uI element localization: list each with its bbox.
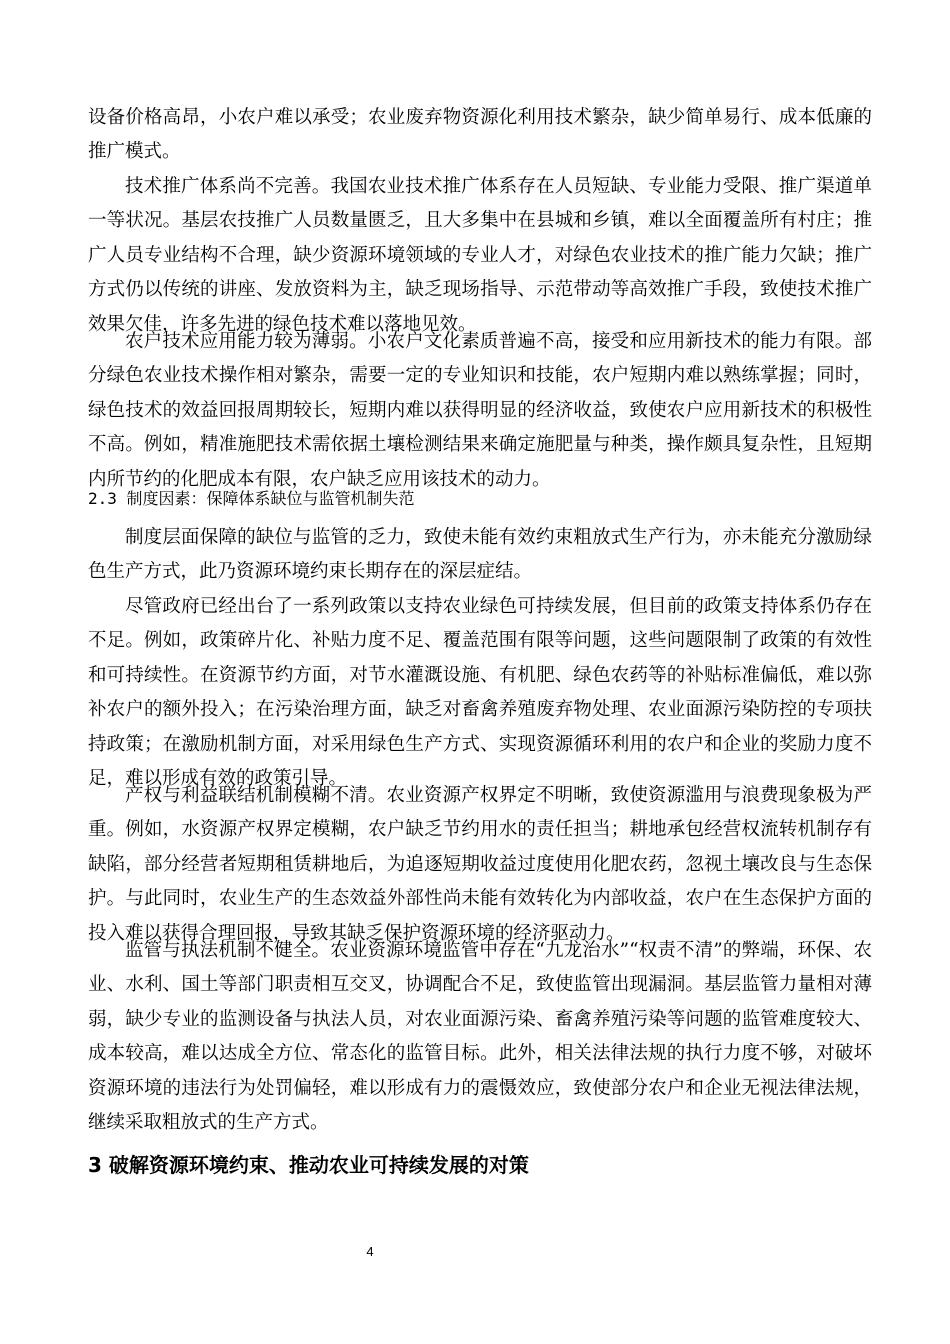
paragraph-tech-extension: 技术推广体系尚不完善。我国农业技术推广体系存在人员短缺、专业能力受限、推广渠道单一等状况。基层农技推广人员数量匮乏，且大多集中在县城和乡镇，难以全面覆盖所有村庄；推广人员专业结构不合理，缺少资源环境领域的专业人才，对绿色农业技术的推广能力欠缺；推广方式仍以传统的讲座、发放资料为主，缺乏现场指导、示范带动等高效推广手段，致使技术推广效果欠佳，许多先进的绿色技术难以落地见效。	[88, 176, 872, 335]
page-number: 4	[366, 1244, 374, 1259]
paragraph-farmer-capability: 农户技术应用能力较为薄弱。小农户文化素质普遍不高，接受和应用新技术的能力有限。部分绿色农业技术操作相对繁杂，需要一定的专业知识和技能，农户短期内难以熟练掌握；同时，绿色技术的效益回报周期较长，短期内难以获得明显的经济收益，致使农户应用新技术的积极性不高。例如，精准施肥技术需依据土壤检测结果来确定施肥量与种类，操作颇具复杂性，且短期内所节约的化肥成本有限，农户缺乏应用该技术的动力。	[88, 331, 872, 490]
paragraph-institutional-intro: 制度层面保障的缺位与监管的乏力，致使未能有效约束粗放式生产行为，亦未能充分激励绿色生产方式，此乃资源环境约束长期存在的深层症结。	[88, 527, 872, 583]
paragraph-supervision: 监管与执法机制不健全。农业资源环境监管中存在“九龙治水”“权责不清”的弊端，环保、农业、水利、国土等部门职责相互交叉，协调配合不足，致使监管出现漏洞。基层监管力量相对薄弱，缺少专业的监测设备与执法人员，对农业面源污染、畜禽养殖污染等问题的监管难度较大、成本较高，难以达成全方位、常态化的监管目标。此外，相关法律法规的执行力度不够，对破坏资源环境的违法行为处罚偏轻，难以形成有力的震慑效应，致使部分农户和企业无视法律法规，继续采取粗放式的生产方式。	[88, 940, 872, 1134]
subheading-institutional-factors: 2.3 制度因素：保障体系缺位与监管机制失范	[88, 489, 415, 508]
paragraph-policy-support: 尽管政府已经出台了一系列政策以支持农业绿色可持续发展，但目前的政策支持体系仍存在不足。例如，政策碎片化、补贴力度不足、覆盖范围有限等问题，这些问题限制了政策的有效性和可持续性。在资源节约方面，对节水灌溉设施、有机肥、绿色农药等的补贴标准偏低，难以弥补农户的额外投入；在污染治理方面，缺乏对畜禽养殖废弃物处理、农业面源污染防控的专项扶持政策；在激励机制方面，对采用绿色生产方式、实现资源循环利用的农户和企业的奖励力度不足，难以形成有效的政策引导。	[88, 596, 872, 790]
paragraph-property-rights: 产权与利益联结机制模糊不清。农业资源产权界定不明晰，致使资源滥用与浪费现象极为严重。例如，水资源产权界定模糊，农户缺乏节约用水的责任担当；耕地承包经营权流转机制存有缺陷，部分经营者短期租赁耕地后，为追逐短期收益过度使用化肥农药，忽视土壤改良与生态保护。与此同时，农业生产的生态效益外部性尚未能有效转化为内部收益，农户在生态保护方面的投入难以获得合理回报，导致其缺乏保护资源环境的经济驱动力。	[88, 785, 872, 944]
paragraph-continued: 设备价格高昂，小农户难以承受；农业废弃物资源化利用技术繁杂，缺少简单易行、成本低廉的推广模式。	[88, 107, 872, 163]
section-heading-countermeasures: 3 破解资源环境约束、推动农业可持续发展的对策	[88, 1153, 529, 1177]
